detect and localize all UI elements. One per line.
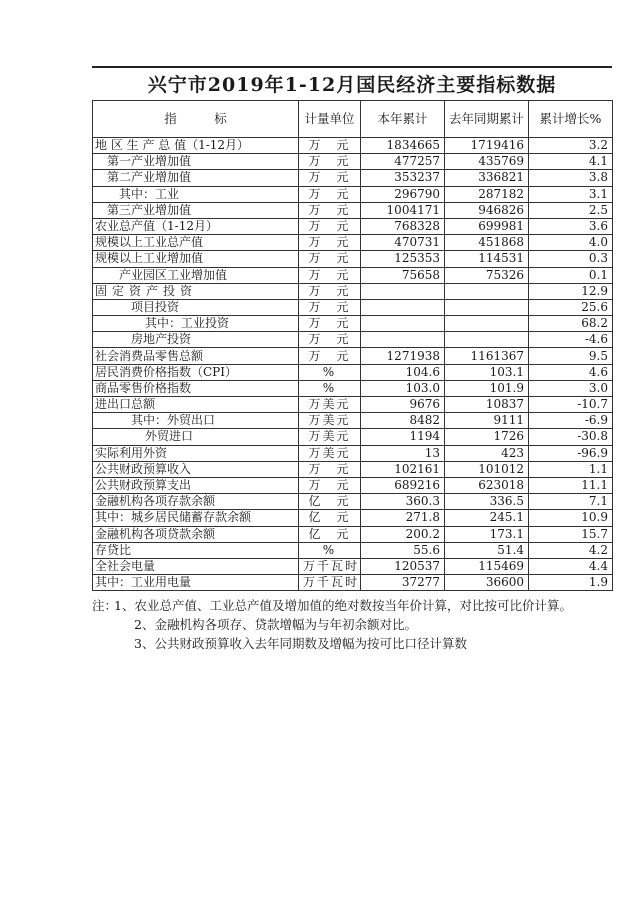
indicator-name: 其中：工业投资 [93,316,299,332]
current-value: 200.2 [361,526,445,542]
growth-value: 4.4 [529,558,613,574]
growth-value: 4.6 [529,364,613,380]
current-value: 55.6 [361,542,445,558]
current-value [361,316,445,332]
header-growth: 累计增长% [529,101,613,138]
table-row [93,477,613,493]
previous-value: 699981 [445,218,529,234]
indicator-name: 全社会电量 [93,558,299,574]
unit-cell: 万美元 [299,429,361,445]
table-row [93,494,613,510]
current-value: 296790 [361,186,445,202]
table-body [93,138,613,591]
growth-value: 11.1 [529,477,613,493]
note-line [92,634,622,653]
previous-value: 336.5 [445,494,529,510]
growth-value: 0.3 [529,251,613,267]
growth-value: 3.6 [529,218,613,234]
unit-cell: 万 元 [299,299,361,315]
table-row [93,429,613,445]
unit-cell: 万美元 [299,397,361,413]
indicator-name: 项目投资 [93,299,299,315]
previous-value: 435769 [445,154,529,170]
unit-cell: 亿 元 [299,494,361,510]
unit-cell: 万 元 [299,218,361,234]
previous-value: 451868 [445,235,529,251]
unit-cell: 万美元 [299,413,361,429]
table-row [93,267,613,283]
indicator-name: 产业园区工业增加值 [93,267,299,283]
indicator-name: 房地产投资 [93,332,299,348]
table-row [93,542,613,558]
indicator-name: 第一产业增加值 [93,154,299,170]
previous-value: 623018 [445,477,529,493]
unit-cell: 万美元 [299,445,361,461]
indicator-name: 其中：城乡居民储蓄存款余额 [93,510,299,526]
table-row [93,558,613,574]
indicator-name: 金融机构各项贷款余额 [93,526,299,542]
indicator-name: 其中：工业 [93,186,299,202]
previous-value: 101012 [445,461,529,477]
table-row [93,332,613,348]
current-value: 689216 [361,477,445,493]
growth-value: 3.1 [529,186,613,202]
header-unit: 计量单位 [299,101,361,138]
unit-cell: 万 元 [299,170,361,186]
table-row [93,575,613,591]
table-row [93,283,613,299]
current-value: 1004171 [361,202,445,218]
unit-cell: 万 元 [299,461,361,477]
indicator-name: 规模以上工业总产值 [93,235,299,251]
indicator-name: 商品零售价格指数 [93,380,299,396]
previous-value: 287182 [445,186,529,202]
current-value: 102161 [361,461,445,477]
previous-value [445,299,529,315]
unit-cell: 万 元 [299,235,361,251]
previous-value: 336821 [445,170,529,186]
unit-cell: 万 元 [299,202,361,218]
growth-value: 9.5 [529,348,613,364]
previous-value [445,316,529,332]
table-row [93,397,613,413]
growth-value: 68.2 [529,316,613,332]
indicator-name: 其中：外贸出口 [93,413,299,429]
note-line [92,596,622,615]
header-current: 本年累计 [361,101,445,138]
table-row [93,461,613,477]
unit-cell: 万 元 [299,316,361,332]
table-row [93,526,613,542]
growth-value: 12.9 [529,283,613,299]
current-value: 271.8 [361,510,445,526]
notes-prefix: 注： [92,598,118,613]
growth-value: 15.7 [529,526,613,542]
indicator-name: 金融机构各项存款余额 [93,494,299,510]
table-row [93,316,613,332]
previous-value: 36600 [445,575,529,591]
indicator-name: 社会消费品零售总额 [93,348,299,364]
previous-value: 9111 [445,413,529,429]
previous-value: 1161367 [445,348,529,364]
previous-value: 1726 [445,429,529,445]
growth-value: -6.9 [529,413,613,429]
current-value: 75658 [361,267,445,283]
page-title: 兴宁市2019年1-12月国民经济主要指标数据 [92,66,612,102]
growth-value: -10.7 [529,397,613,413]
previous-value: 101.9 [445,380,529,396]
table-row [93,251,613,267]
indicator-name: 农业总产值（1-12月） [93,218,299,234]
table-row [93,299,613,315]
unit-cell: 亿 元 [299,510,361,526]
note-text: 3、公共财政预算收入去年同期数及增幅为按可比口径计算数 [134,636,467,651]
growth-value: -4.6 [529,332,613,348]
indicator-name: 规模以上工业增加值 [93,251,299,267]
current-value: 13 [361,445,445,461]
previous-value: 946826 [445,202,529,218]
current-value: 104.6 [361,364,445,380]
current-value: 1834665 [361,138,445,154]
table-row [93,445,613,461]
unit-cell: 万 元 [299,283,361,299]
table-row [93,202,613,218]
current-value: 768328 [361,218,445,234]
current-value: 8482 [361,413,445,429]
growth-value: 1.1 [529,461,613,477]
unit-cell: % [299,364,361,380]
previous-value [445,283,529,299]
table-row [93,235,613,251]
current-value: 125353 [361,251,445,267]
growth-value: 0.1 [529,267,613,283]
growth-value: 25.6 [529,299,613,315]
growth-value: 1.9 [529,575,613,591]
current-value [361,299,445,315]
current-value: 470731 [361,235,445,251]
indicator-name: 第三产业增加值 [93,202,299,218]
growth-value: -30.8 [529,429,613,445]
previous-value: 115469 [445,558,529,574]
previous-value: 173.1 [445,526,529,542]
previous-value: 51.4 [445,542,529,558]
header-previous: 去年同期累计 [445,101,529,138]
unit-cell: 万 元 [299,477,361,493]
table-row [93,348,613,364]
note-text: 1、农业总产值、工业总产值及增加值的绝对数按当年价计算，对比按可比价计算。 [114,598,572,613]
previous-value: 245.1 [445,510,529,526]
previous-value: 75326 [445,267,529,283]
table-row [93,510,613,526]
indicator-name: 实际利用外资 [93,445,299,461]
current-value [361,332,445,348]
table-row [93,186,613,202]
table-row [93,154,613,170]
notes [92,596,622,653]
unit-cell: 万千瓦时 [299,575,361,591]
note-text: 2、金融机构各项存、贷款增幅为与年初余额对比。 [134,617,417,632]
indicator-name: 外贸进口 [93,429,299,445]
unit-cell: % [299,380,361,396]
unit-cell: 万 元 [299,332,361,348]
current-value: 360.3 [361,494,445,510]
unit-cell: 万 元 [299,348,361,364]
unit-cell: 万 元 [299,251,361,267]
growth-value: 2.5 [529,202,613,218]
indicator-table [92,100,613,591]
growth-value: 10.9 [529,510,613,526]
unit-cell: 万 元 [299,138,361,154]
unit-cell: 万千瓦时 [299,558,361,574]
previous-value: 423 [445,445,529,461]
current-value: 37277 [361,575,445,591]
current-value: 353237 [361,170,445,186]
table-row [93,364,613,380]
unit-cell: 亿 元 [299,526,361,542]
growth-value: 3.2 [529,138,613,154]
previous-value: 10837 [445,397,529,413]
current-value: 9676 [361,397,445,413]
unit-cell: 万 元 [299,186,361,202]
growth-value: 4.1 [529,154,613,170]
growth-value: 7.1 [529,494,613,510]
table-row [93,138,613,154]
indicator-name: 进出口总额 [93,397,299,413]
unit-cell: % [299,542,361,558]
current-value: 103.0 [361,380,445,396]
indicator-name: 地 区 生 产 总 值（1-12月） [93,138,299,154]
indicator-name: 存贷比 [93,542,299,558]
indicator-name: 固定资产投资 [93,283,299,299]
unit-cell: 万 元 [299,154,361,170]
unit-cell: 万 元 [299,267,361,283]
previous-value: 103.1 [445,364,529,380]
indicator-name: 公共财政预算支出 [93,477,299,493]
indicator-name: 其中：工业用电量 [93,575,299,591]
note-line [92,615,622,634]
growth-value: 4.2 [529,542,613,558]
current-value: 477257 [361,154,445,170]
growth-value: 3.8 [529,170,613,186]
table-row [93,170,613,186]
growth-value: -96.9 [529,445,613,461]
previous-value [445,332,529,348]
previous-value: 114531 [445,251,529,267]
current-value: 1194 [361,429,445,445]
table-row [93,413,613,429]
growth-value: 3.0 [529,380,613,396]
header-indicator: 指 标 [93,101,299,138]
indicator-name: 第二产业增加值 [93,170,299,186]
current-value: 120537 [361,558,445,574]
current-value: 1271938 [361,348,445,364]
table-row [93,218,613,234]
growth-value: 4.0 [529,235,613,251]
indicator-name: 居民消费价格指数（CPI） [93,364,299,380]
table-row [93,380,613,396]
previous-value: 1719416 [445,138,529,154]
indicator-name: 公共财政预算收入 [93,461,299,477]
table-header-row [93,101,613,138]
current-value [361,283,445,299]
